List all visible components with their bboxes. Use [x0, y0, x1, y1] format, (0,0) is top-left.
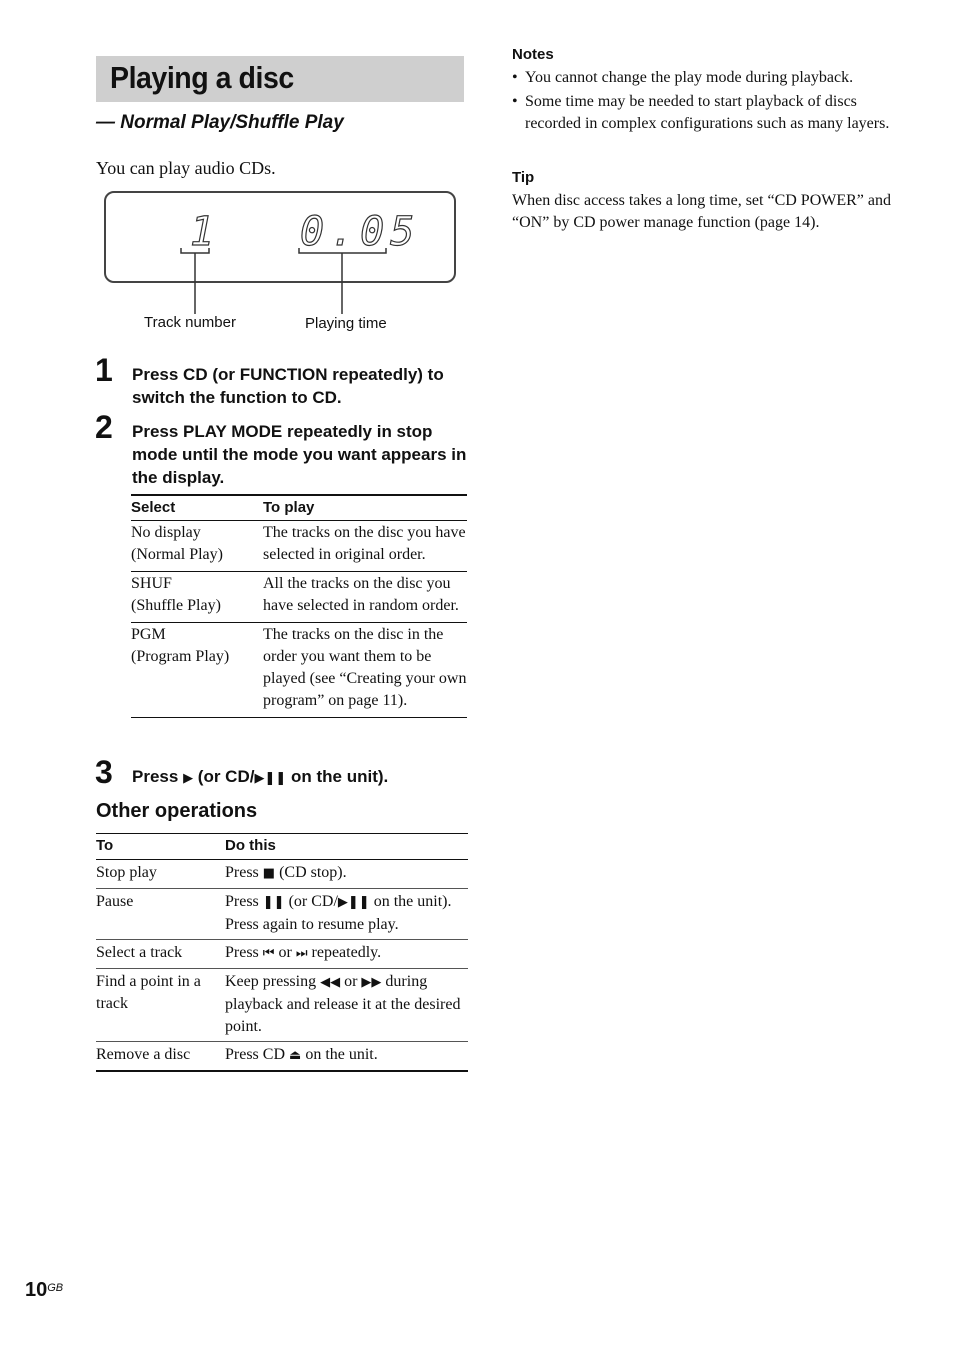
instruction-cell: [225, 860, 468, 889]
list-item: • Some time may be needed to start playback of discs recorded in complex configurations such as many layers.: [512, 91, 892, 135]
instruction-cell: [225, 940, 468, 969]
pause-icon: ❚❚: [262, 895, 285, 910]
fast-forward-icon: ▶▶: [361, 975, 382, 990]
table-row: [96, 860, 468, 889]
table-row: [131, 521, 467, 572]
instruction-text: Press: [225, 893, 259, 910]
list-item: • You cannot change the play mode during playback.: [512, 67, 892, 89]
select-cell: No display (Normal Play): [131, 521, 263, 572]
intro-text: You can play audio CDs.: [96, 158, 276, 178]
play-icon: ▶: [183, 771, 194, 786]
instruction-cell: [225, 889, 468, 940]
instruction-text: (CD stop).: [279, 864, 347, 881]
instruction-text: on the unit).: [373, 893, 452, 910]
instruction-text: Press: [225, 944, 259, 961]
select-cell: SHUF (Shuffle Play): [131, 572, 263, 623]
track-number-label: Track number: [144, 314, 236, 331]
operation-cell: Select a track: [96, 940, 225, 969]
page-subtitle: — Normal Play/Shuffle Play: [96, 112, 344, 133]
step-2-number: 2: [95, 409, 113, 445]
table-header-row: [131, 495, 467, 521]
column-header-do-this: Do this: [225, 834, 468, 860]
other-operations-table: [96, 833, 468, 1072]
page-title: Playing a disc: [110, 60, 294, 95]
rewind-icon: ◀◀: [320, 975, 341, 990]
table-row: [131, 623, 467, 718]
next-track-icon: ⏭: [295, 946, 308, 961]
tip-heading: Tip: [512, 169, 535, 186]
column-header-select: Select: [131, 495, 263, 521]
instruction-text: Press: [225, 864, 259, 881]
step-2-text: Press PLAY MODE repeatedly in stop mode until the mode you want appears in the display.: [132, 422, 467, 487]
tip-text: When disc access takes a long time, set “CD POWER” and “ON” by CD power manage function (page 14).: [512, 192, 891, 231]
column-header-to: To: [96, 834, 225, 860]
operation-cell: Stop play: [96, 860, 225, 889]
playing-time-digits: 0.05: [300, 209, 421, 255]
step-3-text: [132, 765, 472, 790]
page-number: [25, 1279, 63, 1302]
step-3-middle: (or CD/: [197, 767, 255, 786]
step-3-prefix: Press: [132, 767, 179, 786]
notes-list: [512, 67, 892, 137]
operation-cell: Find a point in a track: [96, 969, 225, 1042]
table-header-row: [96, 834, 468, 860]
instruction-cell: [225, 1042, 468, 1072]
operation-cell: Remove a disc: [96, 1042, 225, 1072]
instruction-text: during playback and release it at the desired point.: [225, 973, 461, 1035]
other-operations-heading: Other operations: [96, 800, 258, 822]
previous-track-icon: ⏮: [262, 946, 275, 961]
instruction-text: Press again to resume play.: [225, 916, 399, 933]
play-pause-icon: ▶❚❚: [337, 895, 370, 910]
to-play-cell: The tracks on the disc in the order you want them to be played (see “Creating your own program” on page 11).: [263, 623, 467, 718]
step-3-number: 3: [95, 754, 113, 790]
step-1-number: 1: [95, 352, 113, 388]
page-number-value: 10: [25, 1279, 48, 1301]
track-number-digit: 1: [190, 209, 221, 255]
operation-cell: Pause: [96, 889, 225, 940]
instruction-text: or: [344, 973, 358, 990]
playing-time-label: Playing time: [305, 315, 387, 332]
instruction-text: Press CD: [225, 1046, 286, 1063]
page-region: GB: [47, 1282, 64, 1294]
column-header-to-play: To play: [263, 495, 467, 521]
step-1-text: Press CD (or FUNCTION repeatedly) to switch the function to CD.: [132, 365, 444, 407]
notes-heading: Notes: [512, 46, 554, 63]
to-play-cell: All the tracks on the disc you have selected in random order.: [263, 572, 467, 623]
play-mode-table: [131, 494, 467, 718]
instruction-text: (or CD/: [288, 893, 338, 910]
instruction-text: or: [278, 944, 292, 961]
step-3-suffix: on the unit).: [291, 767, 389, 786]
eject-icon: ⏏: [289, 1048, 302, 1063]
table-row: [96, 1042, 468, 1072]
stop-icon: ■: [262, 866, 276, 881]
play-pause-icon: ▶❚❚: [254, 771, 287, 786]
to-play-cell: The tracks on the disc you have selected in original order.: [263, 521, 467, 572]
table-row: [96, 889, 468, 940]
instruction-text: repeatedly.: [311, 944, 382, 961]
table-row: [96, 969, 468, 1042]
table-row: [131, 572, 467, 623]
instruction-cell: [225, 969, 468, 1042]
instruction-text: on the unit.: [305, 1046, 378, 1063]
select-cell: PGM (Program Play): [131, 623, 263, 718]
table-row: [96, 940, 468, 969]
display-callout-lines: [0, 0, 954, 340]
instruction-text: Keep pressing: [225, 973, 317, 990]
